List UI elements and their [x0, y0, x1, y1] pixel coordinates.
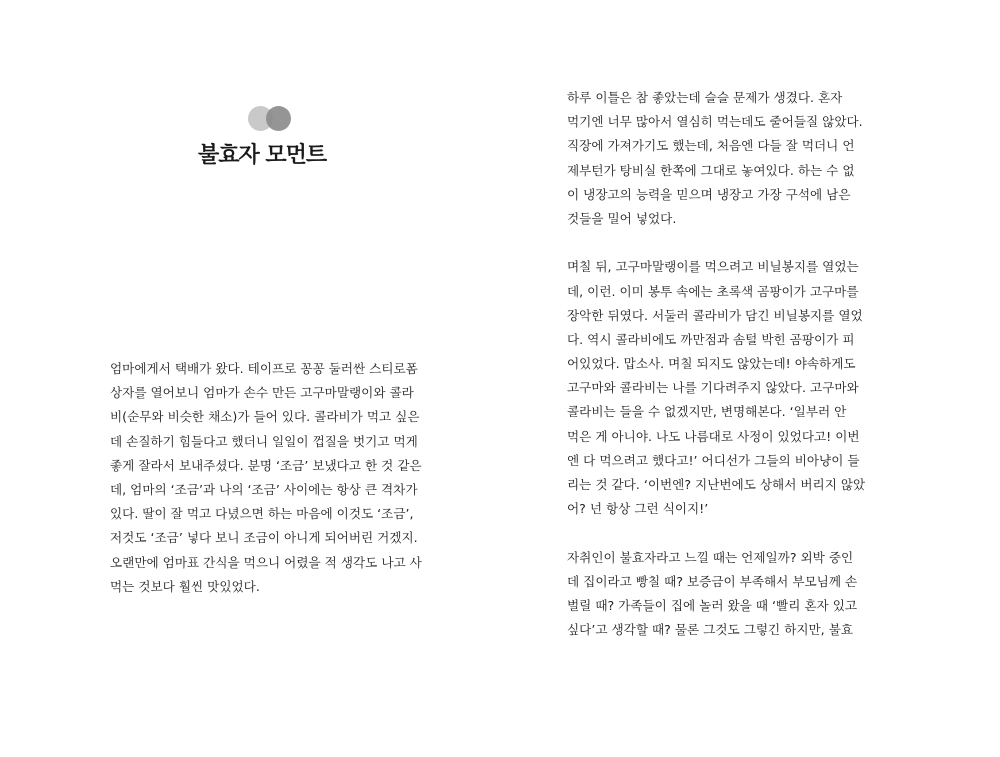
- text-line: 먹는 것보다 훨씬 맛있었다.: [110, 578, 260, 594]
- text-line: 데 집이라고 빵칠 때? 보증금이 부족해서 부모님께 손: [567, 573, 858, 589]
- text-line: 엄마에게서 택배가 왔다. 테이프로 꽁꽁 둘러싼 스티로폼: [110, 361, 418, 376]
- text-line: 자취인이 불효자라고 느낄 때는 언제일까? 외박 중인: [567, 549, 854, 565]
- text-line: 직장에 가져가기도 했는데, 처음엔 다들 잘 먹더니 언: [567, 138, 855, 154]
- text-line: 싶다’고 생각할 때? 물론 그것도 그렇긴 하지만, 불효: [567, 622, 854, 638]
- text-line: 것들을 밀어 넣었다.: [567, 210, 677, 226]
- left-page-body: [110, 357, 440, 599]
- text-line: 콜라비는 들을 수 없겠지만, 변명해본다. ‘일부러 안: [567, 404, 847, 420]
- text-line: 어있었다. 맙소사. 며칠 되지도 않았는데! 야속하게도: [567, 356, 856, 372]
- text-line: 데, 이런. 이미 봉투 속에는 초록색 곰팡이가 고구마를: [567, 283, 859, 299]
- body-paragraph: [567, 546, 877, 643]
- body-paragraph: [110, 357, 440, 599]
- text-line: 다. 역시 콜라비에도 까만점과 솜털 박힌 곰팡이가 피: [567, 331, 855, 347]
- text-line: 데, 엄마의 ‘조금’과 나의 ‘조금’ 사이에는 항상 큰 격차가: [110, 481, 418, 497]
- text-line: 상자를 열어보니 엄마가 손수 만든 고구마말랭이와 콜라: [110, 385, 414, 401]
- text-line: 비(순무와 비슷한 채소)가 들어 있다. 콜라비가 먹고 싶은: [110, 409, 420, 425]
- text-line: 이 냉장고의 능력을 믿으며 냉장고 가장 구석에 남은: [567, 186, 851, 202]
- page-title: 불효자 모먼트: [198, 143, 327, 168]
- right-page-body: [567, 86, 877, 642]
- body-paragraph: [567, 86, 877, 231]
- text-line: 먹은 게 아니야. 나도 나름대로 사정이 있었다고! 이번: [567, 428, 860, 444]
- text-line: 벌릴 때? 가족들이 집에 놀러 왔을 때 ‘빨리 혼자 있고: [567, 597, 858, 613]
- text-line: 좋게 잘라서 보내주셨다. 분명 ‘조금’ 보냈다고 한 것 같은: [110, 457, 422, 473]
- text-line: 오랜만에 엄마표 간식을 먹으니 어렸을 적 생각도 나고 사: [110, 554, 422, 570]
- text-line: 어? 넌 항상 그런 식이지!’: [567, 501, 709, 517]
- text-line: 하루 이틀은 참 좋았는데 슬슬 문제가 생겼다. 혼자: [567, 90, 843, 105]
- chapter-logo: [198, 106, 348, 132]
- dark-circle-icon: [266, 106, 291, 131]
- text-line: 있다. 딸이 잘 먹고 다녔으면 하는 마음에 이것도 ‘조금’,: [110, 506, 414, 522]
- text-line: 며칠 뒤, 고구마말랭이를 먹으려고 비닐봉지를 열었는: [567, 259, 859, 275]
- body-paragraph: [567, 255, 877, 521]
- text-line: 데 손질하기 힘들다고 했더니 일일이 껍질을 벗기고 먹게: [110, 433, 418, 449]
- text-line: 먹기엔 너무 많아서 열심히 먹는데도 줄어들질 않았다.: [567, 114, 863, 130]
- text-line: 고구마와 콜라비는 나를 기다려주지 않았다. 고구마와: [567, 380, 859, 396]
- text-line: 리는 것 같다. ‘이번엔? 지난번에도 상해서 버리지 않았: [567, 477, 866, 492]
- text-line: 제부턴가 탕비실 한쪽에 그대로 놓여있다. 하는 수 없: [567, 162, 855, 178]
- text-line: 장악한 뒤였다. 서둘러 콜라비가 담긴 비닐봉지를 열었: [567, 307, 863, 323]
- overlapping-circles-icon: [248, 106, 348, 132]
- text-line: 저것도 ‘조금’ 넣다 보니 조금이 아니게 되어버린 거겠지.: [110, 530, 418, 546]
- text-line: 엔 다 먹으려고 했다고!’ 어디선가 그들의 비아냥이 들: [567, 452, 860, 468]
